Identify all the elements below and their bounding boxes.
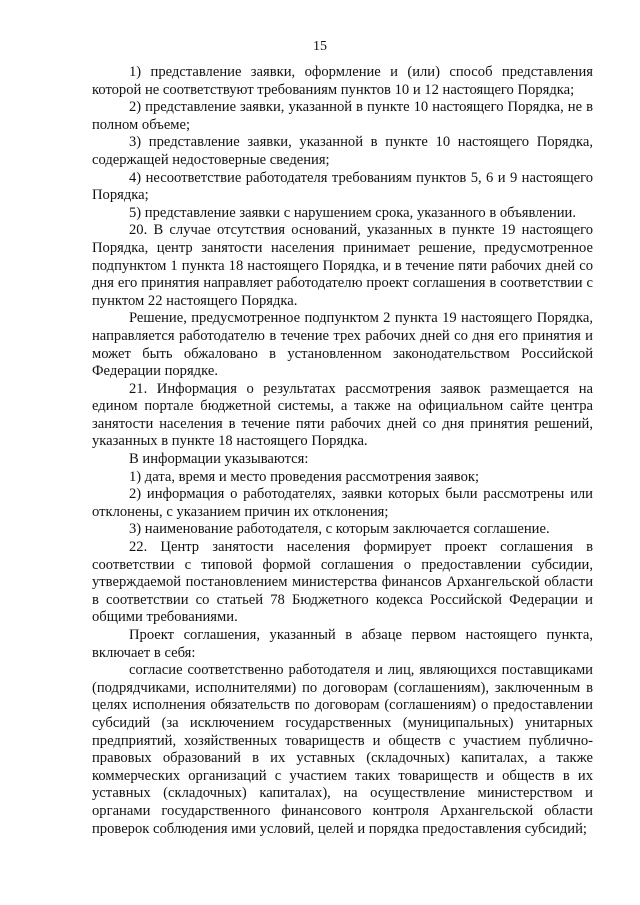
- paragraph-draft-includes: Проект соглашения, указанный в абзаце первом настоящего пункта, включает в себя:: [92, 627, 593, 661]
- page-number: 15: [313, 39, 327, 54]
- list-item-false-info: 3) представление заявки, указанной в пункте 10 настоящего Порядка, содержащей недостоверные сведения;: [92, 134, 593, 168]
- paragraph-clause-20: 20. В случае отсутствия оснований, указанных в пункте 19 настоящего Порядка, центр занятости населения принимает решение, предусмотренное подпунктом 1 пункта 18 настоящего Порядка, и в течение пяти рабочих дней со дня его принятия направляет работодателю проект соглашения в соответствии с пунктом 22 настоящего Порядка.: [92, 222, 593, 309]
- list-item-employer-mismatch: 4) несоответствие работодателя требованиям пунктов 5, 6 и 9 настоящего Порядка;: [92, 169, 593, 204]
- list-item-late-submission: 5) представление заявки с нарушением срока, указанного в объявлении.: [129, 204, 577, 221]
- list-item-employers-info: 2) информация о работодателях, заявки которых были рассмотрены или отклонены, с указанием причин их отклонения;: [92, 486, 593, 520]
- document-body: [92, 64, 593, 838]
- paragraph-rejection-appeal: Решение, предусмотренное подпунктом 2 пункта 19 настоящего Порядка, направляется работодателю в течение трех рабочих дней со дня его принятия и может быть обжаловано в установленном законодательством Российской Федерации порядке.: [92, 310, 593, 380]
- paragraph-clause-22: 22. Центр занятости населения формирует проект соглашения в соответствии с типовой формой соглашения о предоставлении субсидии, утверждаемой постановлением министерства финансов Архангельской области в соответствии со статьей 78 Бюджетного кодекса Российской Федерации и общими требованиями.: [92, 539, 593, 626]
- paragraph-info-intro: В информации указываются:: [129, 451, 309, 468]
- list-item-review-date: 1) дата, время и место проведения рассмотрения заявок;: [129, 468, 480, 485]
- paragraph-consent: согласие соответственно работодателя и лиц, являющихся поставщиками (подрядчиками, исполнителями) по договорам (соглашениям), заключенным в целях исполнения обязательств по договорам (соглашениям) о предоставлении субсидий (за исключением государственных (муниципальных) унитарных предприятий, хозяйственных товариществ и обществ с участием публично-правовых образований в их уставных (складочных) капиталах, а также коммерческих организаций с участием таких товариществ и обществ в их уставных (складочных) капиталах), на осуществление министерством и органами государственного финансового контроля Архангельской области проверок соблюдения ими условий, целей и порядка предоставления субсидий;: [92, 662, 593, 837]
- paragraph-clause-21: 21. Информация о результатах рассмотрения заявок размещается на едином портале бюджетной системы, а также на официальном сайте центра занятости населения в течение пяти рабочих дней со дня принятия решений, указанных в пункте 18 настоящего Порядка.: [92, 380, 593, 450]
- list-item-incomplete-volume: 2) представление заявки, указанной в пункте 10 настоящего Порядка, не в полном объеме;: [92, 99, 593, 133]
- list-item-incomplete-format: 1) представление заявки, оформление и (или) способ представления которой не соответствуют требованиям пунктов 10 и 12 настоящего Порядка;: [92, 64, 593, 98]
- list-item-employer-name: 3) наименование работодателя, с которым заключается соглашение.: [129, 521, 550, 538]
